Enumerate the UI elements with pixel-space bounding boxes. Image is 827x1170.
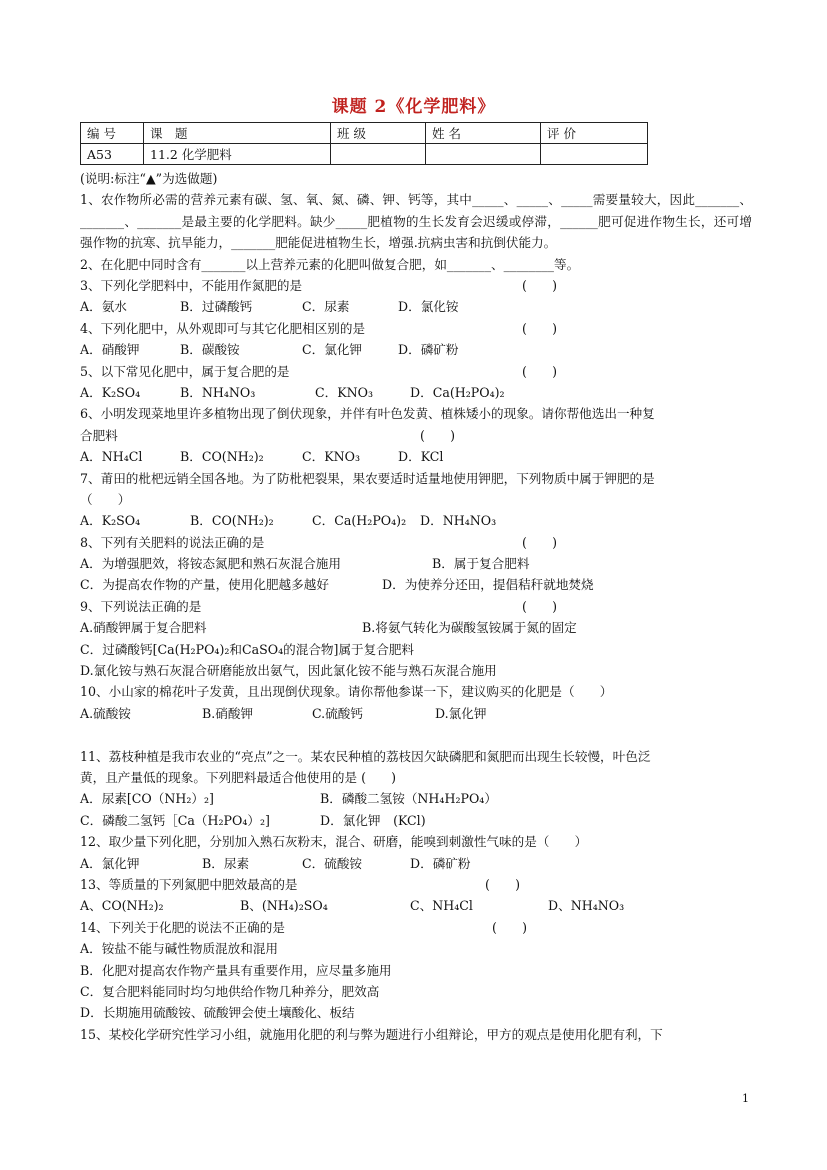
question-8-stem: 8、下列有关肥料的说法正确的是	[80, 534, 265, 550]
question-14-stem: 14、下列关于化肥的说法不正确的是	[80, 919, 285, 935]
question-5-stem: 5、以下常见化肥中，属于复合肥的是	[80, 363, 290, 379]
option-b[interactable]: B．尿素	[202, 855, 250, 871]
option-a[interactable]: A．NH₄Cl	[80, 449, 143, 465]
question-3-stem: 3、下列化学肥料中，不能用作氮肥的是	[80, 278, 303, 293]
question-14-option-c[interactable]: C．复合肥料能同时均匀地供给作物几种养分，肥效高	[80, 983, 380, 999]
question-6-options	[80, 446, 752, 467]
question-13-stem: 13、等质量的下列氮肥中肥效最高的是	[80, 876, 298, 892]
header-topic: 课 题	[144, 123, 331, 144]
question-12-options	[80, 853, 752, 874]
option-b[interactable]: B．过磷酸钙	[180, 299, 253, 315]
option-d[interactable]: D．KCl	[398, 449, 444, 465]
question-14-option-d[interactable]: D．长期施用硫酸铵、硫酸钾会使土壤酸化、板结	[80, 1005, 355, 1021]
option-b[interactable]: B.硝酸钾	[202, 705, 254, 721]
option-c[interactable]: C．KNO₃	[302, 449, 361, 465]
option-b[interactable]: B．属于复合肥料	[432, 556, 530, 572]
question-4	[80, 318, 752, 339]
header-grade: 评 价	[541, 123, 648, 144]
option-c[interactable]: C．硫酸铵	[302, 855, 363, 871]
answer-paren[interactable]: ( )	[522, 363, 558, 379]
question-9-option-c[interactable]: C．过磷酸钙[Ca(H₂PO₄)₂和CaSO₄的混合物]属于复合肥料	[80, 641, 415, 657]
option-b[interactable]: B.将氨气转化为碳酸氢铵属于氮的固定	[362, 620, 577, 636]
question-6-stem: 合肥料	[80, 427, 118, 443]
answer-paren[interactable]: ( )	[485, 876, 521, 892]
answer-paren[interactable]: ( )	[522, 278, 558, 293]
option-b[interactable]: B．CO(NH₂)₂	[190, 513, 274, 529]
answer-paren[interactable]: ( )	[522, 598, 558, 614]
answer-paren[interactable]: （ ）	[80, 491, 131, 507]
question-14-option-a[interactable]: A．铵盐不能与碱性物质混放和混用	[80, 941, 279, 957]
question-3	[80, 275, 752, 296]
option-d[interactable]: D．磷矿粉	[410, 855, 471, 871]
question-9-stem: 9、下列说法正确的是	[80, 598, 202, 614]
option-a[interactable]: A、CO(NH₂)₂	[80, 898, 164, 914]
answer-paren[interactable]: ( )	[522, 320, 558, 336]
question-2: 2、在化肥中同时含有_______以上营养元素的化肥叫做复合肥，如_______、________等。	[80, 256, 580, 272]
question-3-options	[80, 296, 752, 317]
option-a[interactable]: A．尿素[CO（NH₂）₂]	[80, 791, 214, 807]
option-d[interactable]: D.氯化钾	[435, 705, 487, 721]
option-c[interactable]: C．尿素	[302, 299, 350, 315]
question-7: 7、莆田的枇杷远销全国各地。为了防枇杷裂果，果农要适时适量地使用钾肥，下列物质中属于钾肥的是	[80, 470, 655, 486]
option-a[interactable]: A．为增强肥效，将铵态氮肥和熟石灰混合施用	[80, 556, 341, 572]
option-d[interactable]: D、NH₄NO₃	[548, 898, 625, 914]
option-a[interactable]: A．K₂SO₄	[80, 384, 141, 400]
option-b[interactable]: B．磷酸二氢铵（NH₄H₂PO₄）	[320, 791, 497, 807]
option-b[interactable]: B、(NH₄)₂SO₄	[240, 898, 328, 914]
option-a[interactable]: A．氯化钾	[80, 855, 140, 871]
header-class: 班 级	[331, 123, 426, 144]
option-a[interactable]: A．氨水	[80, 299, 127, 315]
option-d[interactable]: D．氯化钾 (KCl)	[320, 812, 426, 828]
option-c[interactable]: C、NH₄Cl	[410, 898, 473, 914]
question-6-cont	[80, 425, 752, 446]
question-11-stem: 黄，且产量低的现象。下列肥料最适合他使用的是	[80, 769, 358, 785]
question-7-paren-line	[80, 489, 752, 510]
question-9	[80, 596, 752, 617]
value-grade[interactable]	[541, 144, 648, 165]
option-d[interactable]: D．Ca(H₂PO₄)₂	[410, 384, 505, 400]
page-title: 课题 2《化学肥料》	[331, 97, 496, 117]
question-6: 6、小明发现菜地里许多植物出现了倒伏现象，并伴有叶色发黄、植株矮小的现象。请你帮他选出一种复	[80, 406, 655, 422]
question-1: 1、农作物所必需的营养元素有碳、氢、氧、氮、磷、钾、钙等，其中_____、_____、_____需要量较大，因此_______、_______、_______是最主要的化学肥料。缺少_____肥植物的生长发育会迟缓或停滞，______肥可促进作物生长，还可增强作物的抗寒、抗旱能力，_______肥能促进植物生长，增强.抗病虫害和抗倒伏能力。	[80, 192, 752, 251]
answer-paren[interactable]: ( )	[361, 769, 397, 785]
question-14-option-b[interactable]: B．化肥对提高农作物产量具有重要作用，应尽量多施用	[80, 962, 392, 978]
option-a[interactable]: A．K₂SO₄	[80, 513, 141, 529]
question-list	[80, 168, 752, 1045]
question-11: 11、荔枝种植是我市农业的“亮点”之一。某农民种植的荔枝因欠缺磷肥和氮肥而出现生长较慢，叶色泛	[80, 748, 651, 764]
header-name: 姓 名	[426, 123, 541, 144]
question-13-options	[80, 895, 752, 916]
option-c[interactable]: C．为提高农作物的产量，使用化肥越多越好	[80, 577, 329, 593]
question-10-options	[80, 703, 752, 724]
option-b[interactable]: B．碳酸铵	[180, 342, 240, 358]
question-12: 12、取少量下列化肥，分别加入熟石灰粉末，混合、研磨，能嗅到刺激性气味的是（ ）	[80, 834, 588, 850]
option-d[interactable]: D．磷矿粉	[398, 342, 459, 358]
note: (说明:标注“▲”为选做题)	[80, 171, 218, 186]
option-c[interactable]: C.硫酸钙	[312, 705, 363, 721]
answer-paren[interactable]: ( )	[522, 534, 558, 550]
option-d[interactable]: D．NH₄NO₃	[420, 513, 497, 529]
option-c[interactable]: C．Ca(H₂PO₄)₂	[312, 513, 407, 529]
answer-paren[interactable]: ( )	[492, 919, 528, 935]
option-a[interactable]: A．硝酸钾	[80, 342, 140, 358]
info-table	[80, 122, 648, 165]
question-9-option-d[interactable]: D.氯化铵与熟石灰混合研磨能放出氨气，因此氯化铵不能与熟石灰混合施用	[80, 663, 497, 679]
question-8-options-ab	[80, 553, 752, 574]
question-10: 10、小山家的棉花叶子发黄，且出现倒伏现象。请你帮他参谋一下，建议购买的化肥是（ ）	[80, 684, 613, 700]
question-15: 15、某校化学研究性学习小组，就施用化肥的利与弊为题进行小组辩论，甲方的观点是使用化肥有利，下	[80, 1026, 663, 1042]
option-c[interactable]: C．氯化钾	[302, 342, 363, 358]
answer-paren[interactable]: ( )	[420, 427, 456, 443]
value-number: A53	[81, 144, 144, 165]
header-number: 编 号	[81, 123, 144, 144]
question-5-options	[80, 382, 752, 403]
question-8-options-cd	[80, 574, 752, 595]
option-a[interactable]: A.硫酸铵	[80, 705, 131, 721]
page-number: 1	[742, 1092, 749, 1105]
spacer	[80, 724, 752, 745]
value-class[interactable]	[331, 144, 426, 165]
question-5	[80, 361, 752, 382]
question-11-cont	[80, 767, 752, 788]
option-c[interactable]: C．磷酸二氢钙［Ca（H₂PO₄）₂]	[80, 812, 270, 828]
value-name[interactable]	[426, 144, 541, 165]
option-d[interactable]: D．为使养分还田，提倡秸秆就地焚烧	[382, 577, 594, 593]
question-14	[80, 917, 752, 938]
option-b[interactable]: B．NH₄NO₃	[180, 384, 256, 400]
question-4-options	[80, 339, 752, 360]
option-d[interactable]: D．氯化铵	[398, 299, 459, 315]
question-13	[80, 874, 752, 895]
question-11-options-cd	[80, 810, 752, 831]
question-9-options-ab	[80, 617, 752, 638]
info-value-row	[81, 144, 648, 165]
question-8	[80, 532, 752, 553]
value-topic: 11.2 化学肥料	[144, 144, 331, 165]
question-7-options	[80, 510, 752, 531]
option-a[interactable]: A.硝酸钾属于复合肥料	[80, 620, 207, 636]
option-c[interactable]: C．KNO₃	[315, 384, 374, 400]
question-4-stem: 4、下列化肥中，从外观即可与其它化肥相区别的是	[80, 320, 366, 336]
option-b[interactable]: B．CO(NH₂)₂	[180, 449, 264, 465]
info-header-row	[81, 123, 648, 144]
question-11-options-ab	[80, 788, 752, 809]
